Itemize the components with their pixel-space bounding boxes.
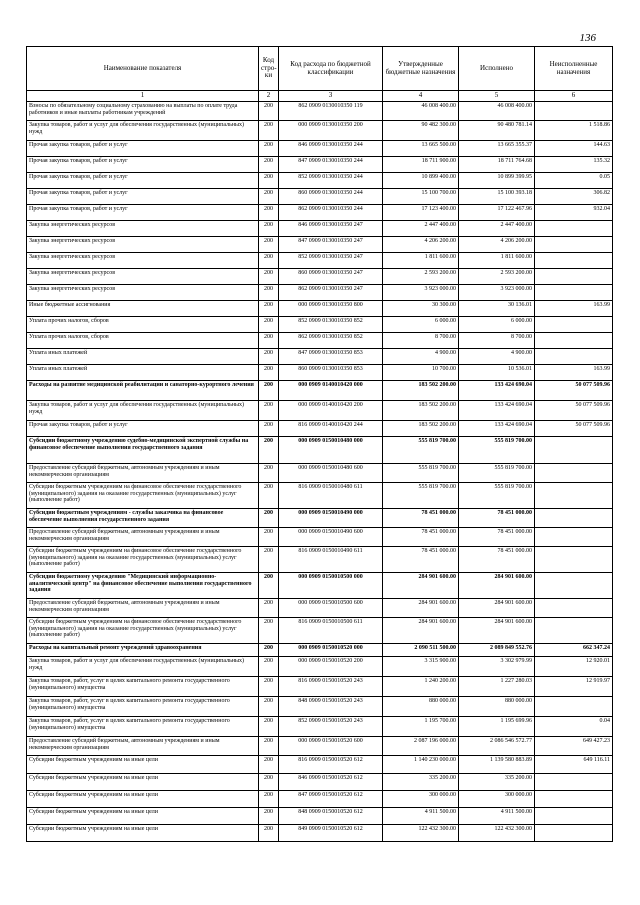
row-budget-code: 000 0909 0130010350 200 (279, 121, 383, 141)
table-row (27, 774, 613, 791)
row-approved: 1 195 700.00 (383, 717, 459, 737)
table-row (27, 205, 613, 221)
row-unexecuted: 50 077 509.96 (535, 381, 613, 401)
table-row (27, 717, 613, 737)
row-name: Уплата прочих налогов, сборов (27, 333, 259, 349)
row-unexecuted: 649 427.23 (535, 737, 613, 756)
row-approved: 284 901 600.00 (383, 618, 459, 644)
row-budget-code: 862 0909 0130010350 244 (279, 205, 383, 221)
row-unexecuted: 0.04 (535, 717, 613, 737)
row-approved: 2 593 200.00 (383, 269, 459, 285)
table-row (27, 141, 613, 157)
row-line-code: 200 (259, 121, 279, 141)
column-number: 4 (383, 91, 459, 102)
row-executed: 4 911 500.00 (459, 808, 535, 825)
row-line-code: 200 (259, 381, 279, 401)
row-line-code: 200 (259, 157, 279, 173)
row-name: Субсидии бюджетным учреждениям на иные цели (27, 774, 259, 791)
row-budget-code: 848 0909 0150010520 243 (279, 697, 383, 717)
row-line-code: 200 (259, 464, 279, 483)
table-row (27, 509, 613, 528)
row-approved: 555 819 700.00 (383, 437, 459, 464)
row-budget-code: 862 0909 0130010350 852 (279, 333, 383, 349)
row-name: Закупка товаров, работ и услуг для обеспечения государственных (муниципальных) нужд (27, 121, 259, 141)
column-number-row (27, 91, 613, 102)
row-line-code: 200 (259, 677, 279, 697)
row-executed: 133 424 690.04 (459, 421, 535, 437)
row-name: Субсидии бюджетным учреждениям на иные цели (27, 791, 259, 808)
row-budget-code: 000 0909 0150010500 000 (279, 573, 383, 599)
row-line-code: 200 (259, 285, 279, 301)
row-name: Закупка энергетических ресурсов (27, 253, 259, 269)
table-row (27, 825, 613, 842)
table-row (27, 618, 613, 644)
row-budget-code: 000 0909 0150010520 200 (279, 657, 383, 677)
row-line-code: 200 (259, 808, 279, 825)
row-executed: 46 008 400.00 (459, 102, 535, 121)
row-unexecuted (535, 509, 613, 528)
row-unexecuted: 50 077 509.96 (535, 421, 613, 437)
row-executed: 133 424 690.04 (459, 381, 535, 401)
row-budget-code: 000 0909 0150010520 600 (279, 737, 383, 756)
budget-execution-table (26, 46, 613, 842)
row-executed: 8 700.00 (459, 333, 535, 349)
row-line-code: 200 (259, 205, 279, 221)
row-approved: 3 315 900.00 (383, 657, 459, 677)
row-name: Закупка энергетических ресурсов (27, 237, 259, 253)
row-name: Субсидии бюджетным учреждениям на финансовое обеспечение государственного (муниципального) задания на оказание государственных (муниципальных) услуг (выполнение работ) (27, 547, 259, 573)
row-budget-code: 000 0909 0140010420 000 (279, 381, 383, 401)
row-name: Закупка энергетических ресурсов (27, 285, 259, 301)
row-line-code: 200 (259, 141, 279, 157)
header-line-code: Код стро-ки (259, 47, 279, 91)
row-unexecuted (535, 102, 613, 121)
row-line-code: 200 (259, 221, 279, 237)
table-row (27, 737, 613, 756)
row-approved: 183 502 200.00 (383, 381, 459, 401)
table-row (27, 102, 613, 121)
row-name: Субсидии бюджетным учреждениям на иные цели (27, 808, 259, 825)
row-line-code: 200 (259, 547, 279, 573)
row-name: Закупка товаров, работ и услуг для обеспечения государственных (муниципальных) нужд (27, 401, 259, 421)
row-executed: 17 122 467.96 (459, 205, 535, 221)
row-unexecuted (535, 547, 613, 573)
row-executed: 15 100 393.18 (459, 189, 535, 205)
row-name: Предоставление субсидий бюджетным, автономным учреждениям и иным некоммерческим организациям (27, 599, 259, 618)
row-executed: 13 665 355.37 (459, 141, 535, 157)
row-executed: 10 536.01 (459, 365, 535, 381)
row-unexecuted (535, 599, 613, 618)
row-approved: 2 447 400.00 (383, 221, 459, 237)
table-row (27, 483, 613, 509)
row-line-code: 200 (259, 657, 279, 677)
row-approved: 4 911 500.00 (383, 808, 459, 825)
page-number: 136 (579, 32, 596, 44)
row-approved: 46 008 400.00 (383, 102, 459, 121)
row-budget-code: 848 0909 0150010520 612 (279, 808, 383, 825)
header-budget-code: Код расхода по бюджетной классификации (279, 47, 383, 91)
table-row (27, 697, 613, 717)
row-budget-code: 862 0909 0130010350 247 (279, 285, 383, 301)
row-line-code: 200 (259, 573, 279, 599)
row-approved: 78 451 000.00 (383, 509, 459, 528)
row-line-code: 200 (259, 528, 279, 547)
row-executed: 2 447 400.00 (459, 221, 535, 237)
row-name: Уплата иных платежей (27, 365, 259, 381)
row-name: Субсидии бюджетным учреждениям на финансовое обеспечение государственного (муниципального) задания на оказание государственных (муниципальных) услуг (выполнение работ) (27, 483, 259, 509)
row-approved: 90 482 300.00 (383, 121, 459, 141)
table-row (27, 173, 613, 189)
row-approved: 284 901 600.00 (383, 573, 459, 599)
row-unexecuted (535, 774, 613, 791)
row-budget-code: 847 0909 0130010350 853 (279, 349, 383, 365)
row-executed: 6 000.00 (459, 317, 535, 333)
row-approved: 78 451 000.00 (383, 547, 459, 573)
row-name: Закупка товаров, работ и услуг для обеспечения государственных (муниципальных) нужд (27, 657, 259, 677)
row-executed: 300 000.00 (459, 791, 535, 808)
row-approved: 122 432 300.00 (383, 825, 459, 842)
row-approved: 1 811 600.00 (383, 253, 459, 269)
row-line-code: 200 (259, 697, 279, 717)
row-line-code: 200 (259, 189, 279, 205)
row-approved: 555 819 700.00 (383, 464, 459, 483)
row-line-code: 200 (259, 437, 279, 464)
row-executed: 90 480 781.14 (459, 121, 535, 141)
row-executed: 335 200.00 (459, 774, 535, 791)
row-budget-code: 816 0909 0150010520 243 (279, 677, 383, 697)
row-budget-code: 816 0909 0150010500 611 (279, 618, 383, 644)
row-unexecuted (535, 808, 613, 825)
table-row (27, 421, 613, 437)
table-row (27, 573, 613, 599)
row-budget-code: 816 0909 0150010480 611 (279, 483, 383, 509)
row-line-code: 200 (259, 237, 279, 253)
column-number: 3 (279, 91, 383, 102)
row-budget-code: 000 0909 0140010420 200 (279, 401, 383, 421)
row-budget-code: 862 0909 0130010350 119 (279, 102, 383, 121)
row-executed: 30 136.01 (459, 301, 535, 317)
row-budget-code: 852 0909 0150010520 243 (279, 717, 383, 737)
row-executed: 122 432 300.00 (459, 825, 535, 842)
row-name: Уплата прочих налогов, сборов (27, 317, 259, 333)
column-number: 5 (459, 91, 535, 102)
row-line-code: 200 (259, 717, 279, 737)
row-executed: 284 901 600.00 (459, 618, 535, 644)
row-budget-code: 000 0909 0150010480 600 (279, 464, 383, 483)
row-unexecuted: 0.05 (535, 173, 613, 189)
row-approved: 300 000.00 (383, 791, 459, 808)
table-row (27, 285, 613, 301)
table-row (27, 808, 613, 825)
row-approved: 880 000.00 (383, 697, 459, 717)
row-line-code: 200 (259, 791, 279, 808)
row-name: Субсидии бюджетному учреждению "Медицинский информационно-аналитический центр" на финансовое обеспечение выполнения государственного задания (27, 573, 259, 599)
row-budget-code: 852 0909 0130010350 852 (279, 317, 383, 333)
row-approved: 4 206 200.00 (383, 237, 459, 253)
table-row (27, 599, 613, 618)
row-unexecuted: 135.32 (535, 157, 613, 173)
table-row (27, 301, 613, 317)
row-executed: 10 899 399.95 (459, 173, 535, 189)
column-number: 2 (259, 91, 279, 102)
row-budget-code: 000 0909 0150010500 600 (279, 599, 383, 618)
row-executed: 4 900.00 (459, 349, 535, 365)
row-name: Прочая закупка товаров, работ и услуг (27, 173, 259, 189)
row-executed: 3 302 979.99 (459, 657, 535, 677)
row-name: Расходы на развитие медицинской реабилитации и санаторно-курортного лечения (27, 381, 259, 401)
header-unexecuted: Неисполненные назначения (535, 47, 613, 91)
row-approved: 1 240 200.00 (383, 677, 459, 697)
table-row (27, 317, 613, 333)
row-line-code: 200 (259, 825, 279, 842)
row-name: Закупка энергетических ресурсов (27, 269, 259, 285)
header-approved: Утвержденные бюджетные назначения (383, 47, 459, 91)
row-approved: 10 700.00 (383, 365, 459, 381)
row-name: Субсидии бюджетным учреждениям на иные цели (27, 756, 259, 774)
row-budget-code: 000 0909 0130010350 800 (279, 301, 383, 317)
row-line-code: 200 (259, 599, 279, 618)
row-unexecuted (535, 825, 613, 842)
row-name: Предоставление субсидий бюджетным, автономным учреждениям и иным некоммерческим организациям (27, 528, 259, 547)
row-budget-code: 847 0909 0130010350 247 (279, 237, 383, 253)
row-budget-code: 846 0909 0130010350 247 (279, 221, 383, 237)
row-line-code: 200 (259, 401, 279, 421)
row-unexecuted: 662 347.24 (535, 644, 613, 657)
table-row (27, 269, 613, 285)
row-name: Закупка товаров, работ, услуг в целях капитального ремонта государственного (муниципального) имущества (27, 697, 259, 717)
row-approved: 30 300.00 (383, 301, 459, 317)
row-approved: 1 140 230 000.00 (383, 756, 459, 774)
table-row (27, 677, 613, 697)
row-unexecuted (535, 573, 613, 599)
row-approved: 4 900.00 (383, 349, 459, 365)
row-approved: 555 819 700.00 (383, 483, 459, 509)
row-approved: 183 502 200.00 (383, 401, 459, 421)
row-unexecuted (535, 269, 613, 285)
row-name: Субсидии бюджетным учреждениям на иные цели (27, 825, 259, 842)
row-executed: 18 711 764.68 (459, 157, 535, 173)
row-approved: 15 100 700.00 (383, 189, 459, 205)
row-name: Расходы на капитальный ремонт учреждений здравоохранения (27, 644, 259, 657)
row-unexecuted: 163.99 (535, 365, 613, 381)
row-budget-code: 816 0909 0150010520 612 (279, 756, 383, 774)
row-approved: 183 502 200.00 (383, 421, 459, 437)
row-budget-code: 846 0909 0130010350 244 (279, 141, 383, 157)
row-unexecuted: 1 518.86 (535, 121, 613, 141)
row-approved: 2 090 511 500.00 (383, 644, 459, 657)
table-row (27, 365, 613, 381)
row-name: Субсидии бюджетным учреждениям - службы заказчика на финансовое обеспечение выполнения государственного задания (27, 509, 259, 528)
row-unexecuted (535, 221, 613, 237)
row-unexecuted (535, 618, 613, 644)
row-name: Прочая закупка товаров, работ и услуг (27, 205, 259, 221)
row-name: Уплата иных платежей (27, 349, 259, 365)
row-unexecuted (535, 528, 613, 547)
table-row (27, 253, 613, 269)
row-name: Иные бюджетные ассигнования (27, 301, 259, 317)
row-approved: 284 901 600.00 (383, 599, 459, 618)
row-unexecuted: 649 116.11 (535, 756, 613, 774)
row-approved: 6 000.00 (383, 317, 459, 333)
row-approved: 18 711 900.00 (383, 157, 459, 173)
row-executed: 3 923 000.00 (459, 285, 535, 301)
row-unexecuted: 163.99 (535, 301, 613, 317)
row-executed: 1 195 699.96 (459, 717, 535, 737)
row-name: Взносы по обязательному социальному страхованию на выплаты по оплате труда работников и иные выплаты работникам учреждений (27, 102, 259, 121)
table-row (27, 464, 613, 483)
row-executed: 1 811 600.00 (459, 253, 535, 269)
row-executed: 1 139 580 883.89 (459, 756, 535, 774)
row-budget-code: 849 0909 0150010520 612 (279, 825, 383, 842)
table-row (27, 756, 613, 774)
table-body (27, 102, 613, 842)
row-approved: 335 200.00 (383, 774, 459, 791)
row-name: Прочая закупка товаров, работ и услуг (27, 189, 259, 205)
row-unexecuted (535, 285, 613, 301)
row-name: Закупка товаров, работ, услуг в целях капитального ремонта государственного (муниципального) имущества (27, 717, 259, 737)
row-name: Субсидии бюджетным учреждениям на финансовое обеспечение государственного (муниципального) задания на оказание государственных (муниципальных) услуг (выполнение работ) (27, 618, 259, 644)
row-line-code: 200 (259, 173, 279, 189)
row-budget-code: 816 0909 0150010490 611 (279, 547, 383, 573)
row-unexecuted: 50 077 509.96 (535, 401, 613, 421)
row-unexecuted (535, 349, 613, 365)
table-row (27, 547, 613, 573)
row-name: Субсидии бюджетному учреждению судебно-медицинской экспертной службы на финансовое обеспечение выполнения государственного задания (27, 437, 259, 464)
row-budget-code: 847 0909 0150010520 612 (279, 791, 383, 808)
table-row (27, 221, 613, 237)
row-line-code: 200 (259, 421, 279, 437)
row-line-code: 200 (259, 774, 279, 791)
row-unexecuted (535, 697, 613, 717)
header-name: Наименование показателя (27, 47, 259, 91)
row-unexecuted (535, 437, 613, 464)
row-executed: 133 424 690.04 (459, 401, 535, 421)
row-executed: 880 000.00 (459, 697, 535, 717)
row-executed: 4 206 200.00 (459, 237, 535, 253)
row-line-code: 200 (259, 333, 279, 349)
column-number: 1 (27, 91, 259, 102)
header-executed: Исполнено (459, 47, 535, 91)
row-line-code: 200 (259, 737, 279, 756)
row-unexecuted: 306.82 (535, 189, 613, 205)
row-approved: 13 665 500.00 (383, 141, 459, 157)
row-executed: 555 819 700.00 (459, 437, 535, 464)
row-unexecuted (535, 791, 613, 808)
row-budget-code: 860 0909 0130010350 853 (279, 365, 383, 381)
row-executed: 78 451 000.00 (459, 547, 535, 573)
row-budget-code: 000 0909 0150010520 000 (279, 644, 383, 657)
row-unexecuted (535, 237, 613, 253)
row-line-code: 200 (259, 509, 279, 528)
row-name: Предоставление субсидий бюджетным, автономным учреждениям и иным некоммерческим организациям (27, 737, 259, 756)
table-row (27, 644, 613, 657)
row-name: Прочая закупка товаров, работ и услуг (27, 141, 259, 157)
row-approved: 8 700.00 (383, 333, 459, 349)
row-executed: 78 451 000.00 (459, 509, 535, 528)
table-header-row (27, 47, 613, 91)
row-budget-code: 847 0909 0130010350 244 (279, 157, 383, 173)
row-name: Закупка товаров, работ, услуг в целях капитального ремонта государственного (муниципального) имущества (27, 677, 259, 697)
table-row (27, 157, 613, 173)
row-budget-code: 000 0909 0150010490 000 (279, 509, 383, 528)
row-name: Прочая закупка товаров, работ и услуг (27, 421, 259, 437)
row-budget-code: 852 0909 0130010350 244 (279, 173, 383, 189)
row-budget-code: 000 0909 0150010480 000 (279, 437, 383, 464)
row-budget-code: 852 0909 0130010350 247 (279, 253, 383, 269)
row-unexecuted: 932.04 (535, 205, 613, 221)
table-row (27, 401, 613, 421)
row-budget-code: 860 0909 0130010350 244 (279, 189, 383, 205)
row-unexecuted: 144.63 (535, 141, 613, 157)
table-row (27, 528, 613, 547)
row-budget-code: 846 0909 0150010520 612 (279, 774, 383, 791)
row-budget-code: 816 0909 0140010420 244 (279, 421, 383, 437)
row-approved: 3 923 000.00 (383, 285, 459, 301)
row-line-code: 200 (259, 269, 279, 285)
table-row (27, 791, 613, 808)
row-executed: 2 593 200.00 (459, 269, 535, 285)
row-unexecuted (535, 317, 613, 333)
table-row (27, 333, 613, 349)
table-row (27, 237, 613, 253)
row-executed: 284 901 600.00 (459, 599, 535, 618)
row-line-code: 200 (259, 301, 279, 317)
row-executed: 555 819 700.00 (459, 483, 535, 509)
row-approved: 2 087 196 000.00 (383, 737, 459, 756)
table-row (27, 189, 613, 205)
row-line-code: 200 (259, 365, 279, 381)
row-name: Закупка энергетических ресурсов (27, 221, 259, 237)
row-line-code: 200 (259, 349, 279, 365)
row-line-code: 200 (259, 756, 279, 774)
row-executed: 2 086 546 572.77 (459, 737, 535, 756)
row-executed: 1 227 280.03 (459, 677, 535, 697)
table-row (27, 657, 613, 677)
table-row (27, 381, 613, 401)
row-executed: 555 819 700.00 (459, 464, 535, 483)
column-number: 6 (535, 91, 613, 102)
row-line-code: 200 (259, 483, 279, 509)
row-line-code: 200 (259, 644, 279, 657)
row-approved: 17 123 400.00 (383, 205, 459, 221)
row-unexecuted: 12 920.01 (535, 657, 613, 677)
table-row (27, 437, 613, 464)
table-row (27, 121, 613, 141)
row-line-code: 200 (259, 317, 279, 333)
row-executed: 78 451 000.00 (459, 528, 535, 547)
row-line-code: 200 (259, 253, 279, 269)
row-name: Прочая закупка товаров, работ и услуг (27, 157, 259, 173)
row-budget-code: 000 0909 0150010490 600 (279, 528, 383, 547)
row-line-code: 200 (259, 102, 279, 121)
row-executed: 284 901 600.00 (459, 573, 535, 599)
row-unexecuted (535, 253, 613, 269)
row-unexecuted (535, 333, 613, 349)
row-line-code: 200 (259, 618, 279, 644)
row-approved: 78 451 000.00 (383, 528, 459, 547)
row-name: Предоставление субсидий бюджетным, автономным учреждениям и иным некоммерческим организациям (27, 464, 259, 483)
row-approved: 10 899 400.00 (383, 173, 459, 189)
row-unexecuted: 12 919.97 (535, 677, 613, 697)
row-unexecuted (535, 483, 613, 509)
table-row (27, 349, 613, 365)
row-unexecuted (535, 464, 613, 483)
row-budget-code: 860 0909 0130010350 247 (279, 269, 383, 285)
row-executed: 2 089 849 552.76 (459, 644, 535, 657)
